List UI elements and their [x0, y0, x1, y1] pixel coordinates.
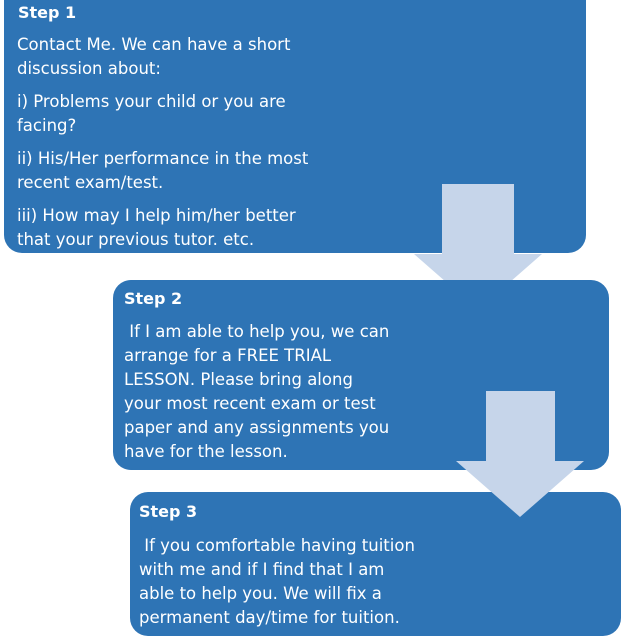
step-1-paragraph-3: [17, 147, 308, 195]
step-2-line: your most recent exam or test: [124, 394, 376, 413]
step-3-line: able to help you. We will fix a: [139, 584, 382, 603]
step-1-text: [17, 33, 308, 252]
step-1-line: recent exam/test.: [17, 173, 164, 192]
step-2-line: arrange for a FREE TRIAL: [124, 346, 332, 365]
step-2-text: [124, 320, 389, 464]
step-2-line: paper and any assignments you: [124, 418, 390, 437]
step-1-title: Step 1: [18, 3, 77, 22]
step-1-line: that your previous tutor. etc.: [17, 230, 255, 249]
step-1-line: iii) How may I help him/her better: [17, 206, 296, 225]
step-1-line: facing?: [17, 116, 77, 135]
step-1-line: i) Problems your child or you are: [17, 92, 286, 111]
step-1-line: Contact Me. We can have a short: [17, 35, 291, 54]
step-2-line: LESSON. Please bring along: [124, 370, 353, 389]
step-3-line: with me and if I find that I am: [139, 560, 385, 579]
step-1-paragraph-4: [17, 204, 308, 252]
step-3-line: permanent day/time for tuition.: [139, 608, 400, 627]
step-2-line: have for the lesson.: [124, 442, 288, 461]
step-2-title: Step 2: [124, 289, 183, 308]
step-3-line: If you comfortable having tuition: [139, 536, 415, 555]
step-3-title: Step 3: [139, 502, 198, 521]
down-arrow-2-shape: [456, 391, 584, 517]
step-2-line: If I am able to help you, we can: [124, 322, 390, 341]
step-1-paragraph-2: [17, 90, 308, 138]
step-1-line: discussion about:: [17, 59, 161, 78]
step-3-text: [139, 534, 415, 630]
step-1-line: ii) His/Her performance in the most: [17, 149, 309, 168]
down-arrow-2: [456, 391, 586, 521]
step-1-paragraph-1: [17, 33, 308, 81]
